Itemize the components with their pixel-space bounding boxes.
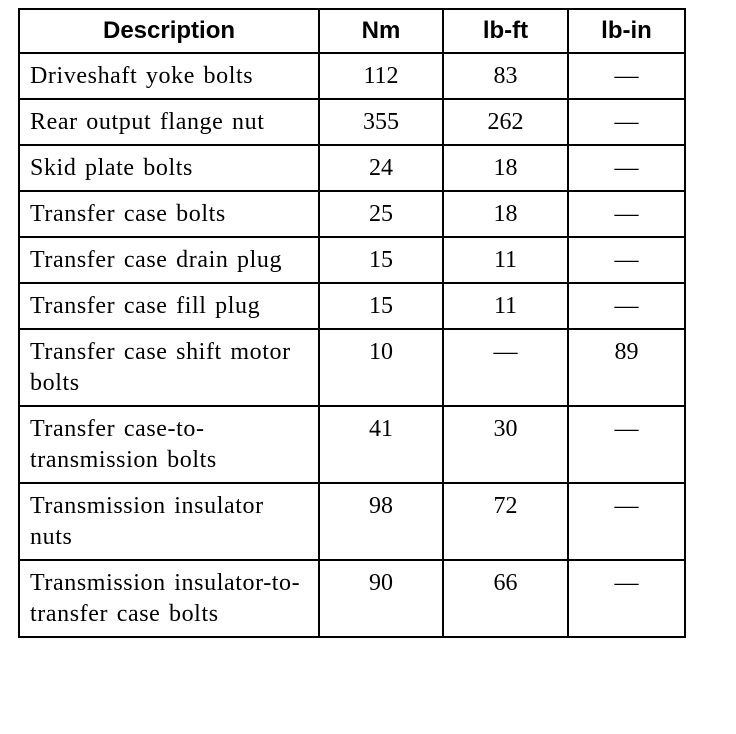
lb-in-cell: 89 — [568, 329, 685, 406]
lb-in-cell: — — [568, 99, 685, 145]
description-cell: Driveshaft yoke bolts — [19, 53, 319, 99]
lb-ft-cell: 66 — [443, 560, 568, 637]
lb-ft-cell: 11 — [443, 283, 568, 329]
description-cell: Transmission insulator-to-transfer case bolts — [19, 560, 319, 637]
table-row — [19, 237, 685, 283]
lb-ft-cell: 83 — [443, 53, 568, 99]
nm-cell: 112 — [319, 53, 443, 99]
table-row — [19, 483, 685, 560]
header-lb-ft: lb-ft — [443, 9, 568, 53]
lb-in-cell: — — [568, 53, 685, 99]
description-cell: Transfer case shift motor bolts — [19, 329, 319, 406]
lb-ft-cell: 11 — [443, 237, 568, 283]
torque-specification-table — [18, 8, 686, 638]
table-row — [19, 145, 685, 191]
lb-ft-cell: 72 — [443, 483, 568, 560]
header-nm: Nm — [319, 9, 443, 53]
header-description: Description — [19, 9, 319, 53]
lb-ft-cell: 18 — [443, 145, 568, 191]
description-cell: Skid plate bolts — [19, 145, 319, 191]
nm-cell: 41 — [319, 406, 443, 483]
description-cell: Transfer case bolts — [19, 191, 319, 237]
table-row — [19, 191, 685, 237]
nm-cell: 10 — [319, 329, 443, 406]
table-row — [19, 406, 685, 483]
table-row — [19, 53, 685, 99]
header-row — [19, 9, 685, 53]
nm-cell: 24 — [319, 145, 443, 191]
lb-in-cell: — — [568, 406, 685, 483]
lb-ft-cell: 262 — [443, 99, 568, 145]
nm-cell: 15 — [319, 283, 443, 329]
nm-cell: 355 — [319, 99, 443, 145]
nm-cell: 25 — [319, 191, 443, 237]
table-row — [19, 283, 685, 329]
lb-in-cell: — — [568, 560, 685, 637]
lb-in-cell: — — [568, 237, 685, 283]
description-cell: Transfer case fill plug — [19, 283, 319, 329]
header-lb-in: lb-in — [568, 9, 685, 53]
table-row — [19, 560, 685, 637]
lb-in-cell: — — [568, 145, 685, 191]
lb-in-cell: — — [568, 483, 685, 560]
nm-cell: 98 — [319, 483, 443, 560]
description-cell: Rear output flange nut — [19, 99, 319, 145]
table-row — [19, 329, 685, 406]
nm-cell: 90 — [319, 560, 443, 637]
description-cell: Transfer case-to-transmission bolts — [19, 406, 319, 483]
table-row — [19, 99, 685, 145]
description-cell: Transmission insulator nuts — [19, 483, 319, 560]
lb-ft-cell: 18 — [443, 191, 568, 237]
lb-in-cell: — — [568, 283, 685, 329]
nm-cell: 15 — [319, 237, 443, 283]
description-cell: Transfer case drain plug — [19, 237, 319, 283]
lb-ft-cell: 30 — [443, 406, 568, 483]
lb-in-cell: — — [568, 191, 685, 237]
lb-ft-cell: — — [443, 329, 568, 406]
